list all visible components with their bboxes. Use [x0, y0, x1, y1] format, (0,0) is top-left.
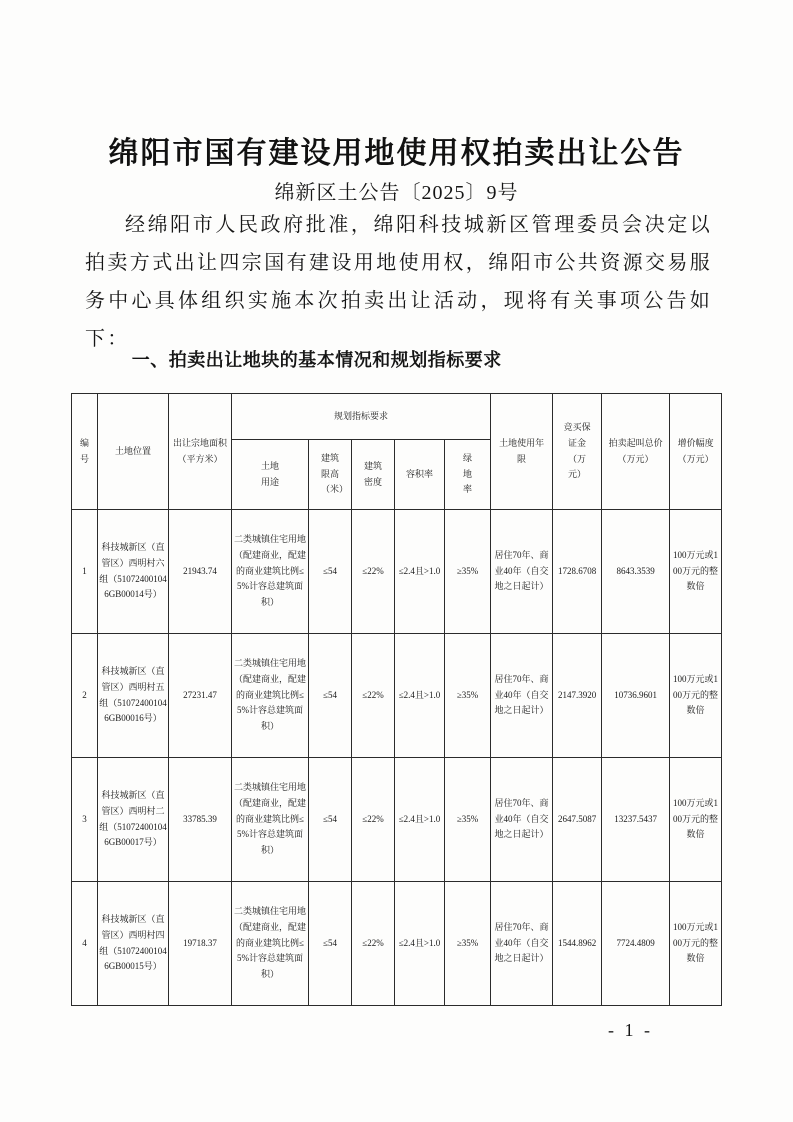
cell-deposit: 1544.8962 — [553, 882, 602, 1006]
cell-start-price: 8643.3539 — [602, 510, 670, 634]
doc-title: 绵阳市国有建设用地使用权拍卖出让公告 — [108, 137, 685, 170]
cell-height-limit: ≤54 — [309, 882, 352, 1006]
col-header-planning-group: 规划指标要求 — [232, 394, 491, 440]
col-header-density: 建筑密度 — [352, 440, 395, 510]
cell-density: ≤22% — [352, 634, 395, 758]
cell-no: 1 — [72, 510, 98, 634]
table-header-group-row — [72, 394, 722, 440]
cell-far: ≤2.4且>1.0 — [395, 882, 445, 1006]
cell-term: 居住70年、商业40年（自交地之日起计） — [491, 758, 553, 882]
cell-term: 居住70年、商业40年（自交地之日起计） — [491, 510, 553, 634]
cell-no: 3 — [72, 758, 98, 882]
doc-number: 绵新区土公告〔2025〕9号 — [274, 182, 519, 204]
cell-green-rate: ≥35% — [445, 510, 491, 634]
cell-location: 科技城新区（直管区）西明村六组（510724001046GB00014号） — [98, 510, 169, 634]
cell-deposit: 1728.6708 — [553, 510, 602, 634]
cell-start-price: 7724.4809 — [602, 882, 670, 1006]
cell-increment: 100万元或100万元的整数倍 — [670, 882, 722, 1006]
cell-increment: 100万元或100万元的整数倍 — [670, 634, 722, 758]
table-row — [72, 634, 722, 758]
col-header-start-price: 拍卖起叫总价（万元） — [602, 394, 670, 510]
cell-land-use: 二类城镇住宅用地（配建商业，配建的商业建筑比例≤5%计容总建筑面积） — [232, 758, 309, 882]
cell-far: ≤2.4且>1.0 — [395, 510, 445, 634]
cell-increment: 100万元或100万元的整数倍 — [670, 510, 722, 634]
cell-location: 科技城新区（直管区）西明村四组（510724001046GB00015号） — [98, 882, 169, 1006]
cell-density: ≤22% — [352, 758, 395, 882]
col-header-green-rate: 绿地率 — [445, 440, 491, 510]
table-row — [72, 510, 722, 634]
cell-area: 27231.47 — [169, 634, 232, 758]
cell-height-limit: ≤54 — [309, 634, 352, 758]
col-header-height-limit: 建筑限高（米） — [309, 440, 352, 510]
page-number: - 1 - — [608, 1020, 653, 1040]
cell-increment: 100万元或100万元的整数倍 — [670, 758, 722, 882]
cell-height-limit: ≤54 — [309, 758, 352, 882]
cell-location: 科技城新区（直管区）西明村二组（510724001046GB00017号） — [98, 758, 169, 882]
cell-land-use: 二类城镇住宅用地（配建商业，配建的商业建筑比例≤5%计容总建筑面积） — [232, 882, 309, 1006]
cell-area: 21943.74 — [169, 510, 232, 634]
col-header-location: 土地位置 — [98, 394, 169, 510]
col-header-area: 出让宗地面积（平方米） — [169, 394, 232, 510]
cell-density: ≤22% — [352, 510, 395, 634]
col-header-deposit: 竞买保证金（万元） — [553, 394, 602, 510]
cell-start-price: 10736.9601 — [602, 634, 670, 758]
cell-green-rate: ≥35% — [445, 758, 491, 882]
cell-density: ≤22% — [352, 882, 395, 1006]
cell-land-use: 二类城镇住宅用地（配建商业，配建的商业建筑比例≤5%计容总建筑面积） — [232, 634, 309, 758]
intro-paragraph: 经绵阳市人民政府批准，绵阳科技城新区管理委员会决定以拍卖方式出让四宗国有建设用地使用权，绵阳市公共资源交易服务中心具体组织实施本次拍卖出让活动，现将有关事项公告如下： — [85, 214, 712, 350]
cell-far: ≤2.4且>1.0 — [395, 758, 445, 882]
cell-far: ≤2.4且>1.0 — [395, 634, 445, 758]
cell-land-use: 二类城镇住宅用地（配建商业，配建的商业建筑比例≤5%计容总建筑面积） — [232, 510, 309, 634]
cell-no: 4 — [72, 882, 98, 1006]
cell-location: 科技城新区（直管区）西明村五组（510724001046GB00016号） — [98, 634, 169, 758]
cell-term: 居住70年、商业40年（自交地之日起计） — [491, 882, 553, 1006]
cell-green-rate: ≥35% — [445, 882, 491, 1006]
col-header-far: 容积率 — [395, 440, 445, 510]
col-header-increment: 增价幅度（万元） — [670, 394, 722, 510]
col-header-term: 土地使用年限 — [491, 394, 553, 510]
col-header-land-use: 土地用途 — [232, 440, 309, 510]
cell-area: 33785.39 — [169, 758, 232, 882]
cell-start-price: 13237.5437 — [602, 758, 670, 882]
cell-deposit: 2647.5087 — [553, 758, 602, 882]
col-header-no: 编号 — [72, 394, 98, 510]
table-row — [72, 882, 722, 1006]
cell-no: 2 — [72, 634, 98, 758]
land-parcel-table — [71, 393, 722, 1006]
cell-term: 居住70年、商业40年（自交地之日起计） — [491, 634, 553, 758]
cell-area: 19718.37 — [169, 882, 232, 1006]
cell-green-rate: ≥35% — [445, 634, 491, 758]
table-row — [72, 758, 722, 882]
cell-deposit: 2147.3920 — [553, 634, 602, 758]
cell-height-limit: ≤54 — [309, 510, 352, 634]
section-heading: 一、拍卖出让地块的基本情况和规划指标要求 — [131, 350, 502, 370]
